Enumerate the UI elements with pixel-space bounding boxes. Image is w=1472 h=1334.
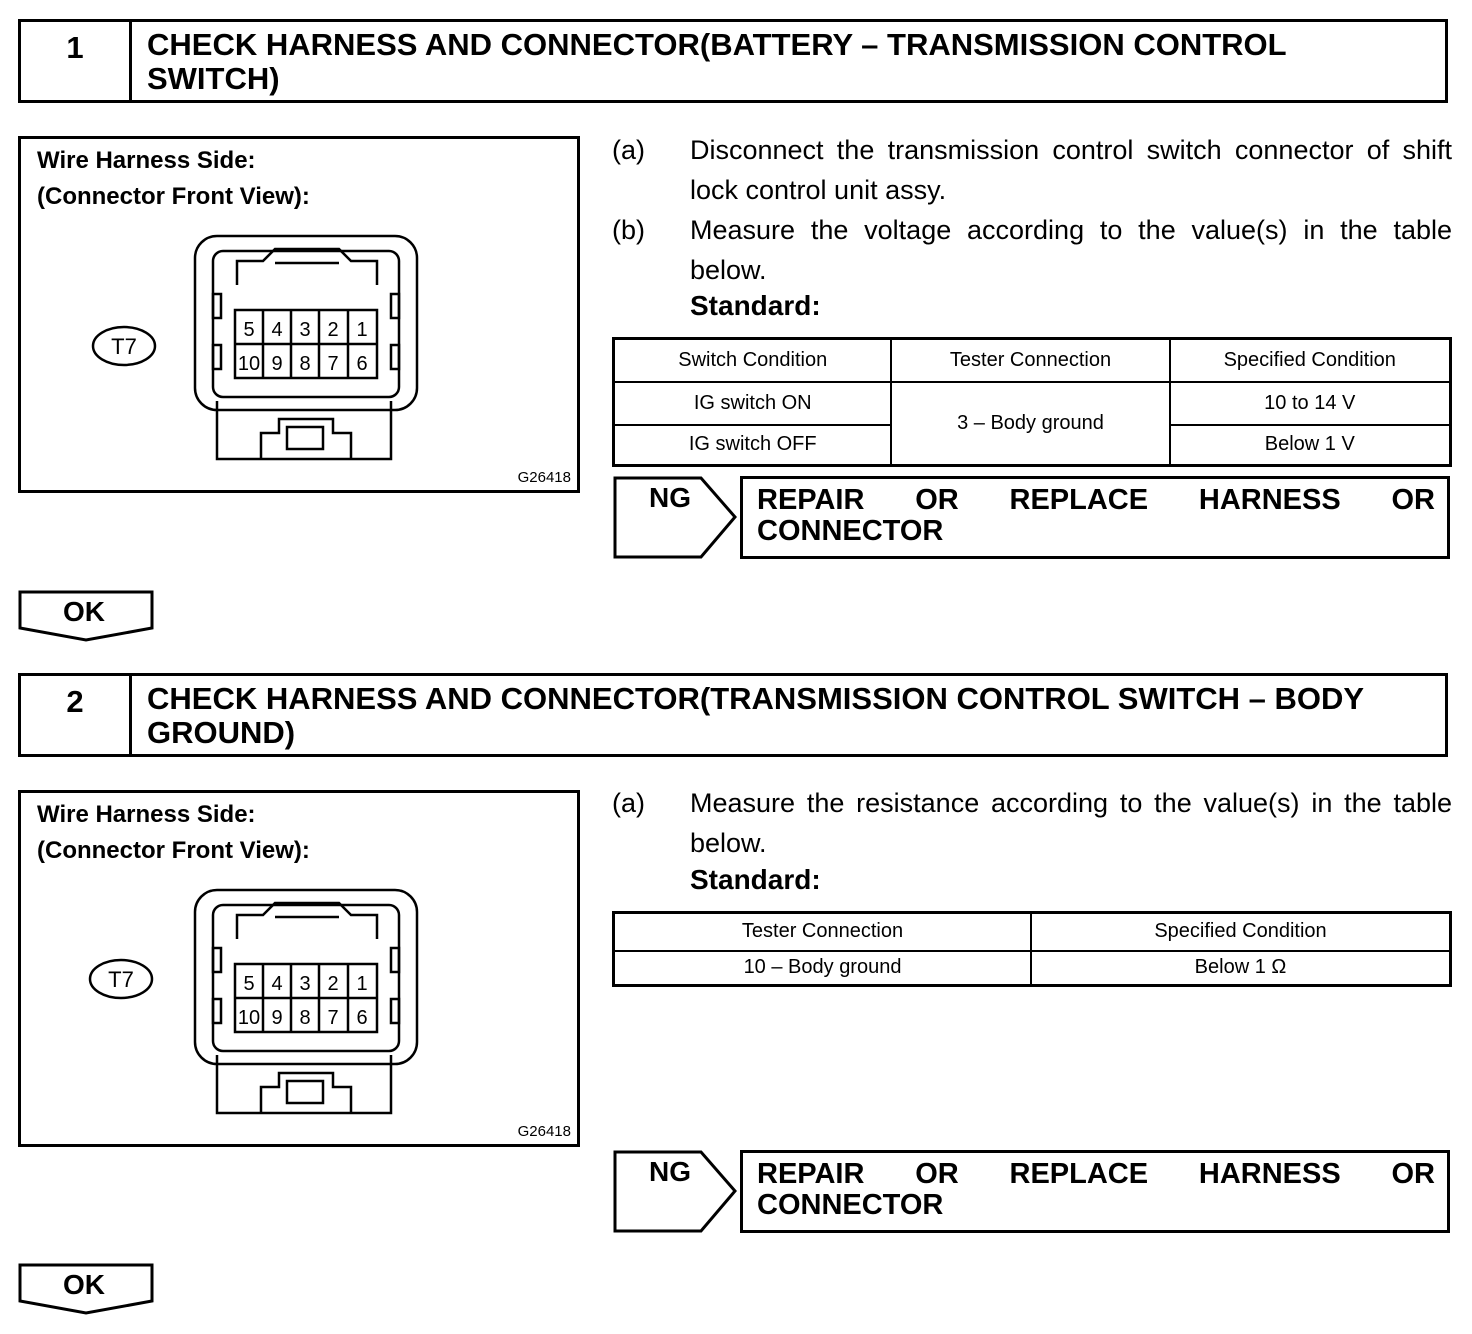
step-2-header bbox=[18, 673, 1448, 757]
table-cell: IG switch ON bbox=[614, 382, 892, 425]
step-number: 2 bbox=[21, 676, 132, 754]
pin-2: 2 bbox=[327, 973, 339, 995]
ng-label: NG bbox=[649, 482, 691, 513]
pin-9: 9 bbox=[271, 353, 283, 375]
standard-label: Standard: bbox=[690, 864, 821, 895]
ng-action-line1: REPAIR OR REPLACE HARNESS OR bbox=[757, 484, 1435, 516]
pin-5: 5 bbox=[243, 319, 255, 341]
table-header: Tester Connection bbox=[891, 339, 1169, 382]
table-header: Tester Connection bbox=[614, 913, 1032, 951]
instruction-label: (a) bbox=[612, 135, 645, 165]
table-cell: 3 – Body ground bbox=[891, 382, 1169, 466]
ok-label: OK bbox=[63, 596, 105, 627]
figure-caption-line2: (Connector Front View): bbox=[37, 837, 310, 864]
step-title: CHECK HARNESS AND CONNECTOR(TRANSMISSION CONTROL SWITCH – BODY GROUND) bbox=[147, 681, 1364, 750]
figure-caption-line2: (Connector Front View): bbox=[37, 183, 310, 210]
pin-1: 1 bbox=[356, 973, 368, 995]
pin-6: 6 bbox=[356, 353, 368, 375]
table-cell: Below 1 Ω bbox=[1031, 951, 1450, 986]
instruction-label: (a) bbox=[612, 788, 645, 818]
table-cell: 10 to 14 V bbox=[1170, 382, 1451, 425]
figure-code: G26418 bbox=[517, 469, 571, 486]
table-header: Specified Condition bbox=[1170, 339, 1451, 382]
step-title: CHECK HARNESS AND CONNECTOR(BATTERY – TRANSMISSION CONTROL SWITCH) bbox=[147, 27, 1287, 96]
pin-10: 10 bbox=[237, 353, 261, 375]
ng-action-line1: REPAIR OR REPLACE HARNESS OR bbox=[757, 1158, 1435, 1190]
step-1-header bbox=[18, 19, 1448, 103]
spec-table bbox=[612, 911, 1452, 987]
pin-2: 2 bbox=[327, 319, 339, 341]
instruction-text: Measure the resistance according to the value(s) in the table below. bbox=[690, 788, 1452, 858]
ng-arrow bbox=[613, 1150, 738, 1233]
figure-caption-line1: Wire Harness Side: bbox=[37, 147, 256, 174]
instruction-item bbox=[612, 130, 1452, 210]
table-row bbox=[614, 951, 1451, 986]
ng-action-box bbox=[740, 1150, 1450, 1233]
table-cell: 10 – Body ground bbox=[614, 951, 1032, 986]
pin-4: 4 bbox=[271, 319, 283, 341]
connector-figure bbox=[18, 136, 580, 493]
standard-label: Standard: bbox=[690, 290, 821, 321]
table-row bbox=[614, 382, 1451, 425]
pin-7: 7 bbox=[327, 1007, 339, 1029]
pin-3: 3 bbox=[299, 973, 311, 995]
instruction-item bbox=[612, 783, 1452, 863]
connector-diagram bbox=[21, 793, 583, 1150]
instructions bbox=[612, 130, 1452, 290]
spec-table bbox=[612, 337, 1452, 467]
connector-diagram bbox=[21, 139, 583, 496]
pin-7: 7 bbox=[327, 353, 339, 375]
instruction-text: Measure the voltage according to the value(s) in the table below. bbox=[690, 215, 1452, 285]
pin-10: 10 bbox=[237, 1007, 261, 1029]
instruction-label: (b) bbox=[612, 215, 645, 245]
ng-action-line2: CONNECTOR bbox=[757, 1189, 944, 1221]
table-header: Specified Condition bbox=[1031, 913, 1450, 951]
pin-9: 9 bbox=[271, 1007, 283, 1029]
ng-label: NG bbox=[649, 1156, 691, 1187]
pin-3: 3 bbox=[299, 319, 311, 341]
pin-5: 5 bbox=[243, 973, 255, 995]
pin-6: 6 bbox=[356, 1007, 368, 1029]
table-cell: IG switch OFF bbox=[614, 425, 892, 466]
table-header-row bbox=[614, 339, 1451, 382]
figure-code: G26418 bbox=[517, 1123, 571, 1140]
pin-4: 4 bbox=[271, 973, 283, 995]
connector-id: T7 bbox=[108, 967, 134, 992]
pin-8: 8 bbox=[299, 1007, 311, 1029]
ok-arrow bbox=[18, 590, 156, 642]
instruction-item bbox=[612, 210, 1452, 290]
table-header-row bbox=[614, 913, 1451, 951]
step-number: 1 bbox=[21, 22, 132, 100]
pin-1: 1 bbox=[356, 319, 368, 341]
connector-id: T7 bbox=[111, 334, 137, 359]
ng-action-box bbox=[740, 476, 1450, 559]
instructions bbox=[612, 783, 1452, 863]
ng-arrow bbox=[613, 476, 738, 559]
figure-caption-line1: Wire Harness Side: bbox=[37, 801, 256, 828]
pin-8: 8 bbox=[299, 353, 311, 375]
connector-figure bbox=[18, 790, 580, 1147]
ok-arrow bbox=[18, 1263, 156, 1315]
table-cell: Below 1 V bbox=[1170, 425, 1451, 466]
instruction-text: Disconnect the transmission control switch connector of shift lock control unit assy. bbox=[690, 135, 1452, 205]
ng-action-line2: CONNECTOR bbox=[757, 515, 944, 547]
table-header: Switch Condition bbox=[614, 339, 892, 382]
ok-label: OK bbox=[63, 1269, 105, 1300]
